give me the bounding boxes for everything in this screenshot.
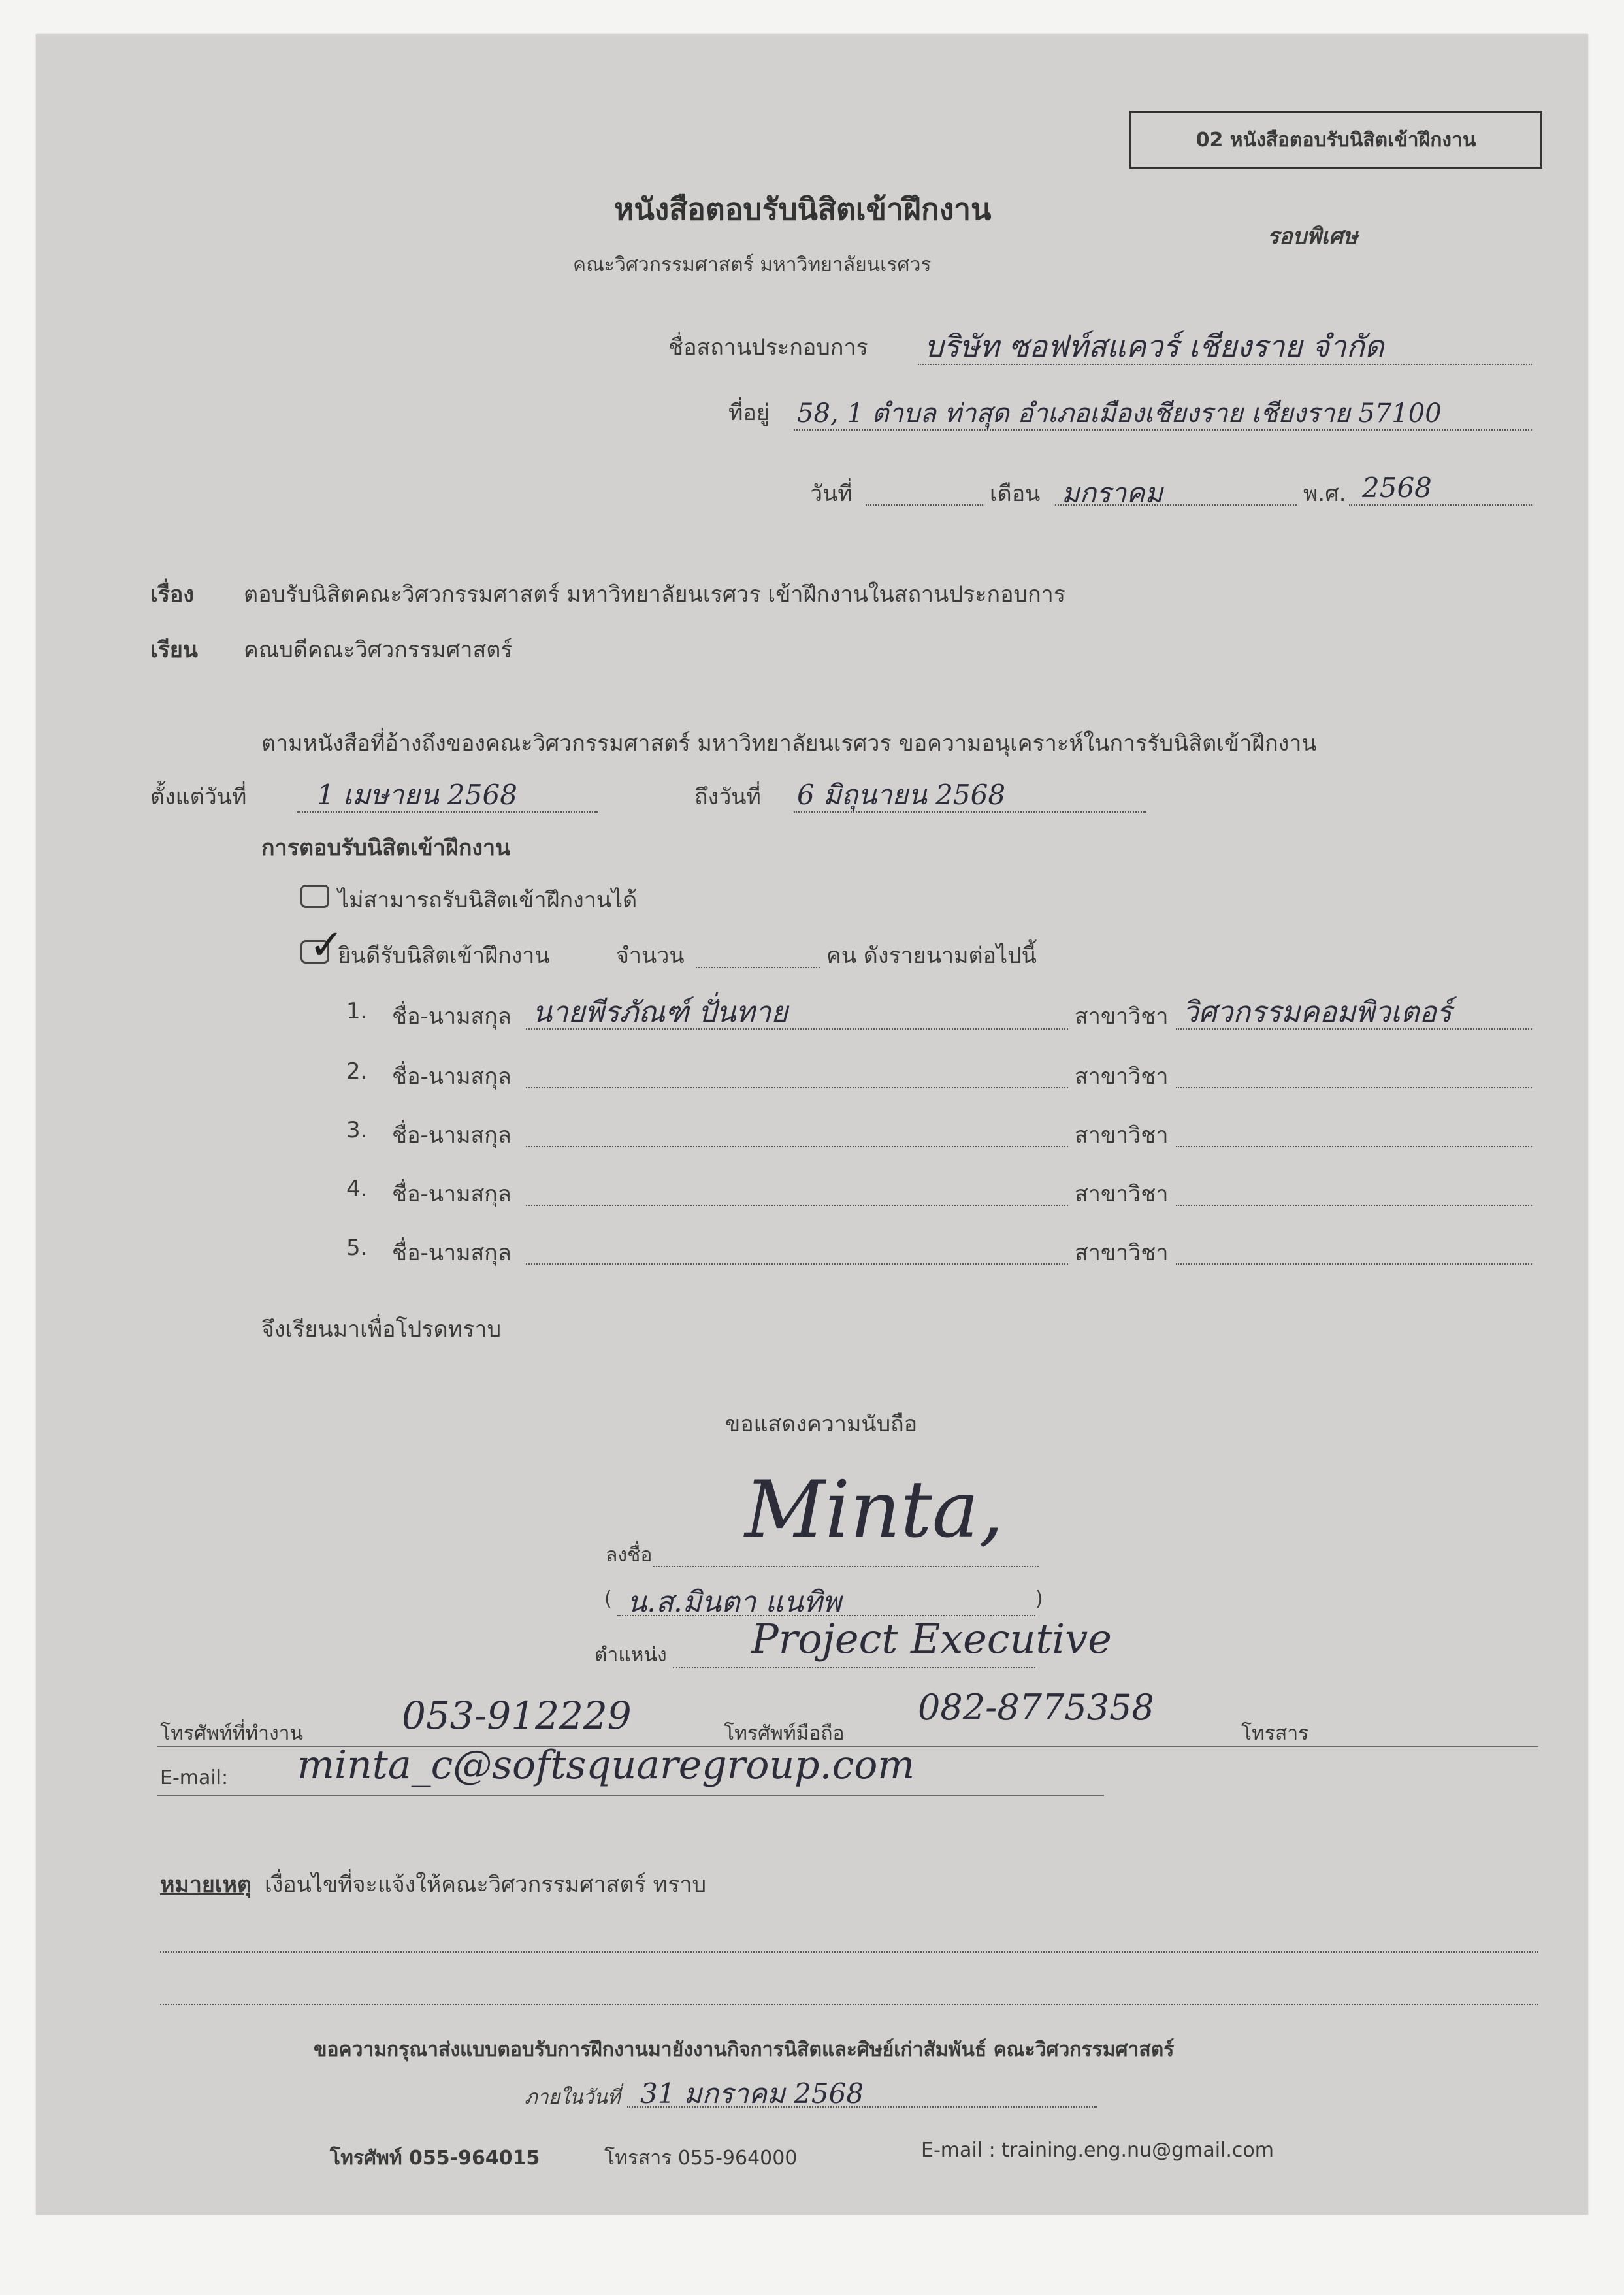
subject-text: ตอบรับนิสิตคณะวิศวกรรมศาสตร์ มหาวิทยาลัยนเรศวร เข้าฝึกงานในสถานประกอบการ (244, 581, 1066, 608)
student-name-line (526, 1205, 1068, 1206)
from-date-value: 1 เมษายน 2568 (317, 779, 517, 811)
student-name-line (526, 1146, 1068, 1147)
student-major-label: สาขาวิชา (1075, 1181, 1169, 1207)
subject-label: เรื่อง (150, 581, 194, 608)
date-day-label: วันที่ (810, 481, 853, 507)
note-label: หมายเหตุ (160, 1872, 252, 1898)
date-year-value: 2568 (1362, 472, 1432, 504)
phone-label: โทรศัพท์ที่ทำงาน (160, 1722, 303, 1745)
student-major-label: สาขาวิชา (1075, 1240, 1169, 1266)
printed-name-open: ( (604, 1587, 612, 1610)
form-code: 02 หนังสือตอบรับนิสิตเข้าฝึกงาน (1195, 128, 1476, 152)
date-day-line (866, 504, 983, 506)
email-label: E-mail: (160, 1766, 229, 1789)
footer-phone: โทรศัพท์ 055-964015 (330, 2147, 540, 2170)
footer-fax: โทรสาร 055-964000 (604, 2147, 798, 2170)
to-text: คณบดีคณะวิศวกรรมศาสตร์ (244, 637, 513, 663)
student-name-line (526, 1263, 1068, 1265)
note-text: เงื่อนไขที่จะแจ้งให้คณะวิศวกรรมศาสตร์ ทราบ (265, 1872, 707, 1898)
document-subtitle: คณะวิศวกรรมศาสตร์ มหาวิทยาลัยนเรศวร (573, 253, 932, 276)
date-month-label: เดือน (990, 481, 1041, 507)
student-no: 1. (346, 998, 368, 1024)
date-month-value: มกราคม (1062, 477, 1163, 509)
option-no-checkbox[interactable] (300, 885, 329, 908)
student-name-label: ชื่อ-นามสกุล (392, 1181, 512, 1207)
sign-label: ลงชื่อ (606, 1544, 653, 1567)
footer-email: E-mail : training.eng.nu@gmail.com (921, 2139, 1274, 2162)
printed-name-close: ) (1035, 1587, 1043, 1610)
date-year-line (1349, 504, 1532, 506)
signature-mark: Minta, (745, 1465, 1004, 1555)
deadline-label: ภายในวันที่ (525, 2086, 621, 2109)
note-line-2 (160, 2004, 1538, 2005)
student-no: 4. (346, 1176, 368, 1202)
to-date-value: 6 มิถุนายน 2568 (797, 779, 1006, 811)
document-title: หนังสือตอบรับนิสิตเข้าฝึกงาน (614, 191, 992, 227)
student-name-label: ชื่อ-นามสกุล (392, 1064, 512, 1090)
document-page (36, 34, 1588, 2215)
student-no: 2. (346, 1058, 368, 1084)
student-name: นายพีรภัณฑ์ ปั่นทาย (532, 996, 788, 1029)
note-line-1 (160, 1951, 1538, 1953)
student-major-label: สาขาวิชา (1075, 1064, 1169, 1090)
to-date-label: ถึงวันที่ (694, 784, 761, 810)
student-major-line (1176, 1087, 1532, 1088)
option-yes-label: ยินดีรับนิสิตเข้าฝึกงาน (338, 943, 550, 969)
option-yes-check-mark: ✓ (309, 921, 344, 969)
closing-text: จึงเรียนมาเพื่อโปรดทราบ (261, 1316, 502, 1343)
company-name-label: ชื่อสถานประกอบการ (668, 334, 868, 361)
mobile-value: 082-8775358 (918, 1687, 1154, 1728)
student-name-label: ชื่อ-นามสกุล (392, 1122, 512, 1148)
count-label: จำนวน (616, 943, 685, 969)
form-code-box (1129, 111, 1542, 169)
student-name-label: ชื่อ-นามสกุล (392, 1003, 512, 1030)
footer-request: ขอความกรุณาส่งแบบตอบรับการฝึกงานมายังงานกิจการนิสิตและศิษย์เก่าสัมพันธ์ คณะวิศวกรรมศาสตร์ (314, 2038, 1175, 2061)
count-suffix: คน ดังรายนามต่อไปนี้ (826, 943, 1037, 969)
position-line (673, 1667, 1035, 1668)
student-no: 3. (346, 1117, 368, 1143)
email-line (157, 1795, 1104, 1796)
date-year-label: พ.ศ. (1303, 481, 1346, 507)
fax-label: โทรสาร (1241, 1722, 1309, 1745)
body-paragraph: ตามหนังสือที่อ้างถึงของคณะวิศวกรรมศาสตร์ มหาวิทยาลัยนเรศวร ขอความอนุเคราะห์ในการรับนิสิตเข้าฝึกงาน (261, 730, 1317, 757)
student-name-label: ชื่อ-นามสกุล (392, 1240, 512, 1266)
student-major-line (1176, 1146, 1532, 1147)
position-label: ตำแหน่ง (594, 1644, 667, 1667)
company-address-value: 58, 1 ตำบล ท่าสุด อำเภอเมืองเชียงราย เชียงราย 57100 (797, 399, 1442, 429)
student-no: 5. (346, 1235, 368, 1261)
mobile-label: โทรศัพท์มือถือ (724, 1722, 845, 1745)
deadline-value: 31 มกราคม 2568 (640, 2077, 864, 2109)
printed-name: น.ส.มินตา แนทิพ (627, 1586, 841, 1619)
company-address-label: ที่อยู่ (728, 400, 770, 426)
from-date-label: ตั้งแต่วันที่ (150, 784, 247, 810)
phone-value: 053-912229 (402, 1693, 632, 1738)
student-major-line (1176, 1205, 1532, 1206)
response-heading: การตอบรับนิสิตเข้าฝึกงาน (261, 835, 511, 861)
count-line (696, 967, 820, 968)
student-major-line (1176, 1263, 1532, 1265)
option-no-label: ไม่สามารถรับนิสิตเข้าฝึกงานได้ (338, 887, 638, 913)
to-label: เรียน (150, 637, 199, 663)
sign-line (653, 1566, 1039, 1567)
student-major-label: สาขาวิชา (1075, 1003, 1169, 1030)
student-major-label: สาขาวิชา (1075, 1122, 1169, 1148)
round-label: รอบพิเศษ (1267, 223, 1358, 250)
student-major: วิศวกรรมคอมพิวเตอร์ (1182, 996, 1452, 1029)
position-value: Project Executive (751, 1615, 1112, 1663)
student-name-line (526, 1087, 1068, 1088)
regards-text: ขอแสดงความนับถือ (725, 1411, 918, 1437)
email-value: minta_c@softsquaregroup.com (297, 1742, 915, 1788)
company-name-value: บริษัท ซอฟท์สแควร์ เชียงราย จำกัด (924, 329, 1384, 364)
